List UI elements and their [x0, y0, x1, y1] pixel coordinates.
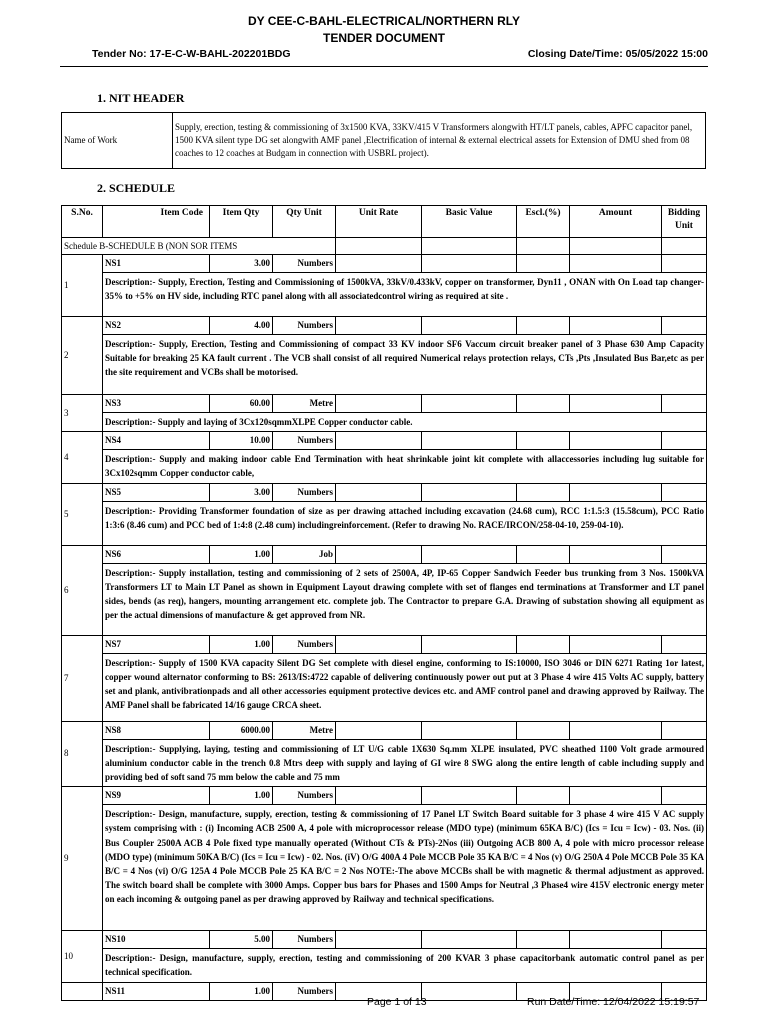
escl-cell: [517, 255, 570, 273]
item-unit: Numbers: [273, 317, 336, 335]
item-description: Description:- Design, manufacture, supply, erection, testing and commissioning of 200 KVAR 3 phase capacitorbank automatic control panel as per technical specification.: [103, 949, 707, 982]
item-code: NS4: [103, 432, 155, 450]
bidding-unit-cell: [662, 787, 707, 805]
col-blank: [103, 206, 155, 238]
item-description-row: [62, 949, 707, 982]
bidding-unit-cell: [662, 545, 707, 563]
basic-value-cell: [422, 721, 517, 739]
name-of-work-value: Supply, erection, testing & commissioning of 3x1500 KVA, 33KV/415 V Transformers alongwith HT/LT panels, cables, APFC capacitor panel, 1500 KVA silent type DG set alongwith AMF panel ,Electrification of internal & external electrical assets for Extension of DMU shed from 08 coaches to 12 coaches at Budgam in connection with USBRL project).: [173, 113, 706, 169]
col-amount: Amount: [570, 206, 662, 238]
unit-rate-cell: [336, 255, 422, 273]
item-description: Description:- Supply and laying of 3Cx120sqmmXLPE Copper conductor cable.: [103, 413, 707, 432]
item-sno: 1: [62, 255, 103, 317]
unit-rate-cell: [336, 545, 422, 563]
bidding-unit-cell: [662, 395, 707, 413]
amount-cell: [570, 545, 662, 563]
item-code: NS3: [103, 395, 155, 413]
amount-cell: [570, 787, 662, 805]
escl-cell: [517, 395, 570, 413]
col-sno: S.No.: [62, 206, 103, 238]
escl-cell: [517, 721, 570, 739]
escl-cell: [517, 635, 570, 653]
unit-rate-cell: [336, 721, 422, 739]
basic-value-cell: [422, 432, 517, 450]
item-code: NS6: [103, 545, 155, 563]
item-row: [62, 432, 707, 450]
item-unit: Job: [273, 545, 336, 563]
item-unit: Numbers: [273, 787, 336, 805]
col-bidding-unit: Bidding Unit: [662, 206, 707, 238]
schedule-group-row: [62, 238, 707, 255]
col-escl: Escl.(%): [517, 206, 570, 238]
item-description-row: [62, 273, 707, 317]
amount-cell: [570, 635, 662, 653]
amount-cell: [570, 432, 662, 450]
amount-cell: [570, 721, 662, 739]
amount-cell: [570, 255, 662, 273]
schedule-group-label: Schedule B-SCHEDULE B (NON SOR ITEMS: [62, 238, 336, 255]
item-qty: 1.00: [210, 982, 273, 1000]
item-qty: 1.00: [210, 787, 273, 805]
amount-cell: [570, 317, 662, 335]
item-sno: 6: [62, 545, 103, 635]
basic-value-cell: [422, 931, 517, 949]
item-description-row: [62, 335, 707, 395]
item-sno: 3: [62, 395, 103, 432]
item-row: [62, 635, 707, 653]
amount-cell: [570, 395, 662, 413]
basic-value-cell: [422, 545, 517, 563]
item-qty: 1.00: [210, 545, 273, 563]
item-qty: 1.00: [210, 635, 273, 653]
bidding-unit-cell: [662, 255, 707, 273]
item-code: NS10: [103, 931, 155, 949]
item-description: Description:- Supplying, laying, testing and commissioning of LT U/G cable 1X630 Sq.mm XLPE insulated, PVC sheathed 1100 Volt grade armoured aluminium conductor cable in the trench 0.8 Mtrs deep with supply and laying of GI wire 8 SWG along the entire length of cable including supply and providing bed of soft sand 75 mm below the cable and 75 mm: [103, 739, 707, 787]
basic-value-cell: [422, 635, 517, 653]
tender-number: Tender No: 17-E-C-W-BAHL-202201BDG: [92, 48, 291, 60]
basic-value-cell: [422, 982, 517, 1000]
amount-cell: [570, 483, 662, 501]
item-description-row: [62, 739, 707, 787]
item-row: [62, 545, 707, 563]
item-unit: Numbers: [273, 432, 336, 450]
item-sno: 2: [62, 317, 103, 395]
basic-value-cell: [422, 483, 517, 501]
schedule-section-title: 2. SCHEDULE: [97, 181, 176, 195]
item-description: Description:- Supply, Erection, Testing and Commissioning of compact 33 KV indoor SF6 Vaccum circuit breaker panel of 3 Phase 630 Amp Capacity Suitable for breaking 25 KA fault current . The VCB shall consist of all required Numerical relays protection relays, CTs ,Pts ,Insulated Bus Bar,etc as per the site requirement and VCBs shall be motorised.: [103, 335, 707, 395]
basic-value-cell: [422, 255, 517, 273]
item-unit: Numbers: [273, 982, 336, 1000]
item-unit: Numbers: [273, 255, 336, 273]
item-description-row: [62, 413, 707, 432]
header-divider: [60, 66, 708, 67]
item-sno: 7: [62, 635, 103, 721]
unit-rate-cell: [336, 787, 422, 805]
unit-rate-cell: [336, 635, 422, 653]
item-unit: Metre: [273, 721, 336, 739]
item-qty: 3.00: [210, 255, 273, 273]
item-row: [62, 721, 707, 739]
escl-cell: [517, 483, 570, 501]
bidding-unit-cell: [662, 721, 707, 739]
item-row: [62, 395, 707, 413]
item-code: NS2: [103, 317, 155, 335]
unit-rate-cell: [336, 317, 422, 335]
closing-datetime: Closing Date/Time: 05/05/2022 15:00: [527, 48, 708, 60]
item-sno: 10: [62, 931, 103, 982]
col-qty-unit: Qty Unit: [273, 206, 336, 238]
item-qty: 10.00: [210, 432, 273, 450]
document-title: TENDER DOCUMENT: [323, 31, 445, 45]
item-row: [62, 931, 707, 949]
schedule-header-row: [62, 206, 707, 238]
item-description: Description:- Supply installation, testing and commissioning of 2 sets of 2500A, 4P, IP-65 Copper Sandwich Feeder bus trunking from 3 Nos. 1500kVA Transformers LT to Main LT Panel as shown in Equipment Layout drawing complete with set of flanges end terminations at Transformer and LT panel sides, bends (as req), hangers, mounting arrangement etc. complete job. The Contractor to prepare G.A. Drawing of substation showing all equipment as per the actual dimensions of manufacture & get approved from NR.: [103, 563, 707, 635]
col-basic-value: Basic Value: [422, 206, 517, 238]
item-row: [62, 787, 707, 805]
bidding-unit-cell: [662, 317, 707, 335]
item-sno: 9: [62, 787, 103, 931]
item-unit: Metre: [273, 395, 336, 413]
item-sno: [62, 982, 103, 1000]
bidding-unit-cell: [662, 432, 707, 450]
item-description-row: [62, 563, 707, 635]
schedule-table: [61, 205, 707, 1001]
item-qty: 4.00: [210, 317, 273, 335]
item-description-row: [62, 805, 707, 931]
basic-value-cell: [422, 395, 517, 413]
unit-rate-cell: [336, 395, 422, 413]
item-code: NS7: [103, 635, 155, 653]
item-description-row: [62, 501, 707, 545]
item-sno: 4: [62, 432, 103, 483]
nit-table: [61, 112, 706, 169]
amount-cell: [570, 931, 662, 949]
item-row: [62, 317, 707, 335]
unit-rate-cell: [336, 483, 422, 501]
item-qty: 6000.00: [210, 721, 273, 739]
item-description: Description:- Providing Transformer foundation of size as per drawing attached including excavation (24.68 cum), RCC 1:1.5:3 (15.58cum), PCC Ratio 1:3:6 (8.46 cum) and PCC bed of 1:4:8 (2.48 cum) includingreinforcement. (Refer to drawing No. RACE/IRCON/258-04-10, 259-04-10).: [103, 501, 707, 545]
escl-cell: [517, 545, 570, 563]
unit-rate-cell: [336, 432, 422, 450]
bidding-unit-cell: [662, 931, 707, 949]
escl-cell: [517, 432, 570, 450]
item-code: NS9: [103, 787, 155, 805]
item-code: NS5: [103, 483, 155, 501]
item-unit: Numbers: [273, 931, 336, 949]
item-unit: Numbers: [273, 635, 336, 653]
bidding-unit-cell: [662, 483, 707, 501]
item-row: [62, 255, 707, 273]
item-description: Description:- Supply, Erection, Testing and Commissioning of 1500kVA, 33kV/0.433kV, copper on transformer, Dyn11 , ONAN with On Load tap changer-35% to +5% on HV side, including RTC panel along with all associatedcontrol wiring as required at site .: [103, 273, 707, 317]
escl-cell: [517, 931, 570, 949]
department-title: DY CEE-C-BAHL-ELECTRICAL/NORTHERN RLY: [247, 14, 520, 28]
unit-rate-cell: [336, 931, 422, 949]
col-item-qty: Item Qty: [210, 206, 273, 238]
item-qty: 60.00: [210, 395, 273, 413]
basic-value-cell: [422, 317, 517, 335]
item-description-row: [62, 653, 707, 721]
item-row: [62, 483, 707, 501]
bidding-unit-cell: [662, 635, 707, 653]
item-code: NS8: [103, 721, 155, 739]
item-code: NS11: [103, 982, 155, 1000]
escl-cell: [517, 317, 570, 335]
name-of-work-label: Name of Work: [62, 113, 173, 169]
basic-value-cell: [422, 787, 517, 805]
item-sno: 5: [62, 483, 103, 545]
page-number: Page 1 of 13: [367, 996, 427, 1008]
item-description: Description:- Supply of 1500 KVA capacity Silent DG Set complete with diesel engine, conforming to IS:10000, ISO 3046 or DIN 6271 Rating 1or latest, copper wound alternator conforming to BS: 2613/IS:4722 capable of delivering continuously power out put at 3 Phase 4 wire 415 Volts AC supply, battery set and plank, antivibrationpads and all other accessories equipment protective devices etc. and AMF control panel and drawing approved by Railway. The AMF Panel shall be fabricated 14/16 gauge CRCA sheet.: [103, 653, 707, 721]
col-unit-rate: Unit Rate: [336, 206, 422, 238]
item-description-row: [62, 450, 707, 483]
item-unit: Numbers: [273, 483, 336, 501]
item-sno: 8: [62, 721, 103, 787]
item-qty: 3.00: [210, 483, 273, 501]
run-datetime: Run Date/Time: 12/04/2022 15:19:57: [527, 996, 700, 1008]
item-qty: 5.00: [210, 931, 273, 949]
col-item-code: Item Code: [155, 206, 210, 238]
nit-section-title: 1. NIT HEADER: [97, 91, 185, 105]
escl-cell: [517, 787, 570, 805]
item-description: Description:- Supply and making indoor cable End Termination with heat shrinkable joint kit complete with allaccessories including lug suitable for 3Cx102sqmm Copper conductor cable,: [103, 450, 707, 483]
item-code: NS1: [103, 255, 155, 273]
item-description: Description:- Design, manufacture, supply, erection, testing & commissioning of 17 Panel LT Switch Board suitable for 3 phase 4 wire 415 V AC supply system comprising with : (i) Incoming ACB 2500 A, 4 pole with microprocessor release (MDO type) (minimum 65KA B/C) (Ics = Icu = Icw) - 03. Nos. (ii) Bus Coupler 2500A ACB 4 Pole fixed type manually operated (Without CTs & PTs)-2Nos (iii) Outgoing ACB 800 A, 4 pole with micro processor release (MDO type) (minimum 50KA B/C) (Ics = Icu = Icw) - 02. Nos. (iV) O/G 400A 4 Pole MCCB Pole 35 KA B/C = 4 Nos (v) O/G 250A 4 Pole MCCB Pole 35 KA B/C = 4 Nos (vi) O/G 125A 4 Pole MCCB Pole 25 KA B/C = 2 Nos NOTE:-The above MCCBs shall be with magnetic & thermal adjustment as approved. The switch board shall be complete with 3000 Amps. Copper bus bars for Phases and 1500 Amps for Neutral ,3 Phase4 wire 415V electronic energy meter on each incoming & outgoing panel as per drawing approved by Railway and technical specifications.: [103, 805, 707, 931]
